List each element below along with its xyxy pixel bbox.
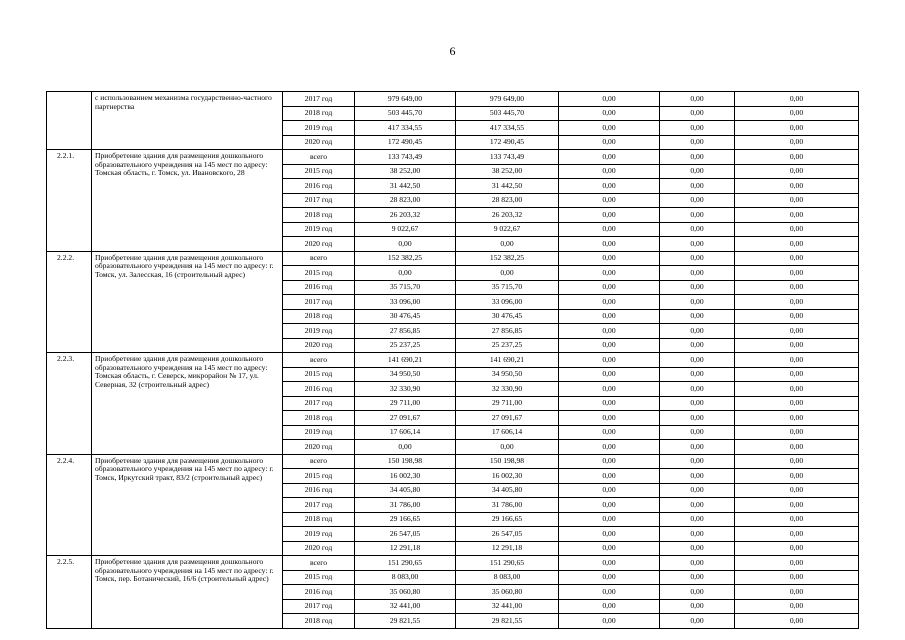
fund-b-cell: 0,00 [660,193,735,208]
total-cell: 151 290,65 [355,556,456,571]
period-cell: 2016 год [283,483,355,498]
item-description-cell: Приобретение здания для размещения дошкольного образовательного учреждения на 145 мест по адресу: г. Томск, ул. Залесская, 16 (строительный адрес) [92,251,283,353]
budget-cell: 17 606,14 [456,425,559,440]
total-cell: 9 022,67 [355,222,456,237]
fund-b-cell: 0,00 [660,164,735,179]
period-cell: всего [283,150,355,165]
budget-cell: 417 334,55 [456,121,559,136]
fund-a-cell: 0,00 [559,338,660,353]
fund-a-cell: 0,00 [559,106,660,121]
fund-b-cell: 0,00 [660,527,735,542]
period-cell: 2017 год [283,92,355,107]
fund-a-cell: 0,00 [559,396,660,411]
fund-c-cell: 0,00 [735,338,859,353]
fund-a-cell: 0,00 [559,512,660,527]
fund-b-cell: 0,00 [660,309,735,324]
fund-c-cell: 0,00 [735,280,859,295]
fund-c-cell: 0,00 [735,121,859,136]
period-cell: 2018 год [283,309,355,324]
fund-a-cell: 0,00 [559,498,660,513]
fund-c-cell: 0,00 [735,135,859,150]
table-row [47,556,859,571]
total-cell: 12 291,18 [355,541,456,556]
budget-cell: 32 330,90 [456,382,559,397]
fund-c-cell: 0,00 [735,411,859,426]
period-cell: 2018 год [283,614,355,629]
fund-a-cell: 0,00 [559,382,660,397]
fund-b-cell: 0,00 [660,498,735,513]
fund-b-cell: 0,00 [660,324,735,339]
period-cell: 2019 год [283,222,355,237]
fund-b-cell: 0,00 [660,353,735,368]
fund-a-cell: 0,00 [559,92,660,107]
total-cell: 152 382,25 [355,251,456,266]
fund-a-cell: 0,00 [559,556,660,571]
fund-a-cell: 0,00 [559,179,660,194]
table-row [47,150,859,165]
fund-a-cell: 0,00 [559,295,660,310]
fund-b-cell: 0,00 [660,222,735,237]
budget-cell: 25 237,25 [456,338,559,353]
fund-b-cell: 0,00 [660,541,735,556]
fund-b-cell: 0,00 [660,585,735,600]
budget-cell: 0,00 [456,237,559,252]
page-number: 6 [449,44,456,58]
budget-cell: 34 405,80 [456,483,559,498]
fund-a-cell: 0,00 [559,599,660,614]
fund-c-cell: 0,00 [735,179,859,194]
period-cell: 2018 год [283,208,355,223]
fund-c-cell: 0,00 [735,309,859,324]
budget-cell: 29 711,00 [456,396,559,411]
period-cell: всего [283,251,355,266]
total-cell: 33 096,00 [355,295,456,310]
period-cell: 2019 год [283,425,355,440]
item-description-cell: Приобретение здания для размещения дошкольного образовательного учреждения на 145 мест по адресу: г. Томск, Иркутский тракт, 83/2 (строительный адрес) [92,454,283,556]
fund-b-cell: 0,00 [660,92,735,107]
total-cell: 16 002,30 [355,469,456,484]
period-cell: всего [283,556,355,571]
total-cell: 35 715,70 [355,280,456,295]
item-number-cell [47,92,92,150]
period-cell: 2017 год [283,295,355,310]
budget-cell: 35 060,80 [456,585,559,600]
fund-c-cell: 0,00 [735,237,859,252]
fund-b-cell: 0,00 [660,338,735,353]
period-cell: 2015 год [283,367,355,382]
fund-a-cell: 0,00 [559,266,660,281]
period-cell: 2016 год [283,382,355,397]
fund-b-cell: 0,00 [660,266,735,281]
fund-b-cell: 0,00 [660,396,735,411]
fund-b-cell: 0,00 [660,382,735,397]
total-cell: 34 405,80 [355,483,456,498]
period-cell: 2016 год [283,179,355,194]
budget-cell: 38 252,00 [456,164,559,179]
budget-table-body [47,92,859,629]
fund-b-cell: 0,00 [660,251,735,266]
period-cell: 2017 год [283,193,355,208]
fund-b-cell: 0,00 [660,280,735,295]
fund-b-cell: 0,00 [660,425,735,440]
budget-cell: 33 096,00 [456,295,559,310]
fund-b-cell: 0,00 [660,440,735,455]
fund-b-cell: 0,00 [660,454,735,469]
fund-c-cell: 0,00 [735,150,859,165]
total-cell: 32 441,00 [355,599,456,614]
fund-c-cell: 0,00 [735,556,859,571]
fund-c-cell: 0,00 [735,469,859,484]
fund-a-cell: 0,00 [559,121,660,136]
total-cell: 979 649,00 [355,92,456,107]
fund-a-cell: 0,00 [559,614,660,629]
fund-c-cell: 0,00 [735,251,859,266]
item-number-cell: 2.2.5. [47,556,92,629]
budget-cell: 34 950,50 [456,367,559,382]
period-cell: 2018 год [283,106,355,121]
total-cell: 29 821,55 [355,614,456,629]
fund-c-cell: 0,00 [735,425,859,440]
total-cell: 503 445,70 [355,106,456,121]
fund-c-cell: 0,00 [735,570,859,585]
period-cell: 2020 год [283,237,355,252]
fund-c-cell: 0,00 [735,585,859,600]
fund-c-cell: 0,00 [735,367,859,382]
budget-cell: 16 002,30 [456,469,559,484]
fund-a-cell: 0,00 [559,251,660,266]
fund-c-cell: 0,00 [735,164,859,179]
fund-b-cell: 0,00 [660,150,735,165]
period-cell: 2020 год [283,135,355,150]
fund-b-cell: 0,00 [660,106,735,121]
fund-c-cell: 0,00 [735,498,859,513]
fund-c-cell: 0,00 [735,222,859,237]
item-number-cell: 2.2.3. [47,353,92,455]
fund-a-cell: 0,00 [559,208,660,223]
period-cell: 2017 год [283,599,355,614]
budget-cell: 30 476,45 [456,309,559,324]
fund-b-cell: 0,00 [660,512,735,527]
budget-cell: 31 442,50 [456,179,559,194]
item-number-cell: 2.2.4. [47,454,92,556]
period-cell: 2017 год [283,498,355,513]
total-cell: 172 490,45 [355,135,456,150]
total-cell: 0,00 [355,237,456,252]
item-number-cell: 2.2.2. [47,251,92,353]
budget-cell: 31 786,00 [456,498,559,513]
total-cell: 26 547,05 [355,527,456,542]
fund-a-cell: 0,00 [559,367,660,382]
budget-cell: 27 091,67 [456,411,559,426]
fund-c-cell: 0,00 [735,106,859,121]
fund-c-cell: 0,00 [735,599,859,614]
fund-a-cell: 0,00 [559,237,660,252]
budget-cell: 503 445,70 [456,106,559,121]
fund-a-cell: 0,00 [559,454,660,469]
total-cell: 29 711,00 [355,396,456,411]
total-cell: 8 083,00 [355,570,456,585]
fund-b-cell: 0,00 [660,599,735,614]
fund-b-cell: 0,00 [660,208,735,223]
total-cell: 417 334,55 [355,121,456,136]
fund-a-cell: 0,00 [559,324,660,339]
fund-c-cell: 0,00 [735,527,859,542]
item-description-cell: с использованием механизма государственно-частного партнерства [92,92,283,150]
total-cell: 28 823,00 [355,193,456,208]
fund-a-cell: 0,00 [559,527,660,542]
fund-c-cell: 0,00 [735,353,859,368]
fund-c-cell: 0,00 [735,440,859,455]
total-cell: 29 166,65 [355,512,456,527]
period-cell: всего [283,454,355,469]
budget-cell: 133 743,49 [456,150,559,165]
fund-a-cell: 0,00 [559,411,660,426]
period-cell: 2020 год [283,541,355,556]
period-cell: 2019 год [283,324,355,339]
budget-cell: 26 203,32 [456,208,559,223]
fund-a-cell: 0,00 [559,469,660,484]
total-cell: 35 060,80 [355,585,456,600]
table-row [47,353,859,368]
fund-c-cell: 0,00 [735,208,859,223]
budget-cell: 29 821,55 [456,614,559,629]
budget-cell: 28 823,00 [456,193,559,208]
fund-a-cell: 0,00 [559,425,660,440]
period-cell: 2020 год [283,440,355,455]
budget-cell: 32 441,00 [456,599,559,614]
total-cell: 25 237,25 [355,338,456,353]
fund-a-cell: 0,00 [559,164,660,179]
budget-cell: 35 715,70 [456,280,559,295]
item-description-cell: Приобретение здания для размещения дошкольного образовательного учреждения на 145 мест по адресу: г. Томск, пер. Ботанический, 16/6 (строительный адрес) [92,556,283,629]
item-description-cell: Приобретение здания для размещения дошкольного образовательного учреждения на 145 мест по адресу: Томская область, г. Северск, микрорайон № 17, ул. Северная, 32 (строительный адрес) [92,353,283,455]
total-cell: 31 786,00 [355,498,456,513]
fund-b-cell: 0,00 [660,483,735,498]
budget-cell: 12 291,18 [456,541,559,556]
budget-cell: 0,00 [456,266,559,281]
fund-c-cell: 0,00 [735,614,859,629]
budget-cell: 29 166,65 [456,512,559,527]
fund-b-cell: 0,00 [660,367,735,382]
budget-cell: 141 690,21 [456,353,559,368]
period-cell: 2016 год [283,585,355,600]
item-description-cell: Приобретение здания для размещения дошкольного образовательного учреждения на 145 мест по адресу: Томская область, г. Томск, ул. Ивановского, 28 [92,150,283,252]
fund-a-cell: 0,00 [559,440,660,455]
fund-a-cell: 0,00 [559,222,660,237]
fund-a-cell: 0,00 [559,585,660,600]
total-cell: 133 743,49 [355,150,456,165]
budget-cell: 26 547,05 [456,527,559,542]
fund-c-cell: 0,00 [735,512,859,527]
period-cell: 2020 год [283,338,355,353]
fund-b-cell: 0,00 [660,121,735,136]
budget-cell: 150 198,98 [456,454,559,469]
total-cell: 27 856,85 [355,324,456,339]
fund-a-cell: 0,00 [559,483,660,498]
period-cell: 2015 год [283,266,355,281]
fund-a-cell: 0,00 [559,135,660,150]
budget-table [46,91,859,629]
total-cell: 38 252,00 [355,164,456,179]
fund-a-cell: 0,00 [559,353,660,368]
fund-c-cell: 0,00 [735,454,859,469]
fund-b-cell: 0,00 [660,179,735,194]
period-cell: 2019 год [283,121,355,136]
budget-cell: 152 382,25 [456,251,559,266]
table-row [47,454,859,469]
budget-cell: 979 649,00 [456,92,559,107]
budget-cell: 9 022,67 [456,222,559,237]
fund-c-cell: 0,00 [735,396,859,411]
fund-c-cell: 0,00 [735,541,859,556]
fund-c-cell: 0,00 [735,193,859,208]
budget-cell: 151 290,65 [456,556,559,571]
fund-c-cell: 0,00 [735,295,859,310]
period-cell: 2015 год [283,469,355,484]
budget-cell: 27 856,85 [456,324,559,339]
fund-b-cell: 0,00 [660,237,735,252]
fund-c-cell: 0,00 [735,382,859,397]
total-cell: 141 690,21 [355,353,456,368]
period-cell: 2019 год [283,527,355,542]
fund-b-cell: 0,00 [660,135,735,150]
fund-a-cell: 0,00 [559,193,660,208]
period-cell: 2015 год [283,570,355,585]
period-cell: 2016 год [283,280,355,295]
period-cell: 2018 год [283,512,355,527]
budget-cell: 8 083,00 [456,570,559,585]
fund-b-cell: 0,00 [660,295,735,310]
table-row [47,92,859,107]
table-row [47,251,859,266]
total-cell: 150 198,98 [355,454,456,469]
total-cell: 27 091,67 [355,411,456,426]
total-cell: 30 476,45 [355,309,456,324]
period-cell: 2017 год [283,396,355,411]
total-cell: 0,00 [355,440,456,455]
period-cell: 2015 год [283,164,355,179]
item-number-cell: 2.2.1. [47,150,92,252]
fund-b-cell: 0,00 [660,469,735,484]
fund-c-cell: 0,00 [735,92,859,107]
total-cell: 34 950,50 [355,367,456,382]
total-cell: 17 606,14 [355,425,456,440]
fund-b-cell: 0,00 [660,556,735,571]
total-cell: 31 442,50 [355,179,456,194]
fund-a-cell: 0,00 [559,541,660,556]
fund-b-cell: 0,00 [660,570,735,585]
fund-a-cell: 0,00 [559,150,660,165]
total-cell: 0,00 [355,266,456,281]
fund-b-cell: 0,00 [660,411,735,426]
total-cell: 32 330,90 [355,382,456,397]
fund-c-cell: 0,00 [735,483,859,498]
budget-cell: 172 490,45 [456,135,559,150]
fund-c-cell: 0,00 [735,266,859,281]
total-cell: 26 203,32 [355,208,456,223]
fund-a-cell: 0,00 [559,280,660,295]
fund-a-cell: 0,00 [559,309,660,324]
fund-c-cell: 0,00 [735,324,859,339]
fund-a-cell: 0,00 [559,570,660,585]
period-cell: 2018 год [283,411,355,426]
budget-cell: 0,00 [456,440,559,455]
period-cell: всего [283,353,355,368]
fund-b-cell: 0,00 [660,614,735,629]
